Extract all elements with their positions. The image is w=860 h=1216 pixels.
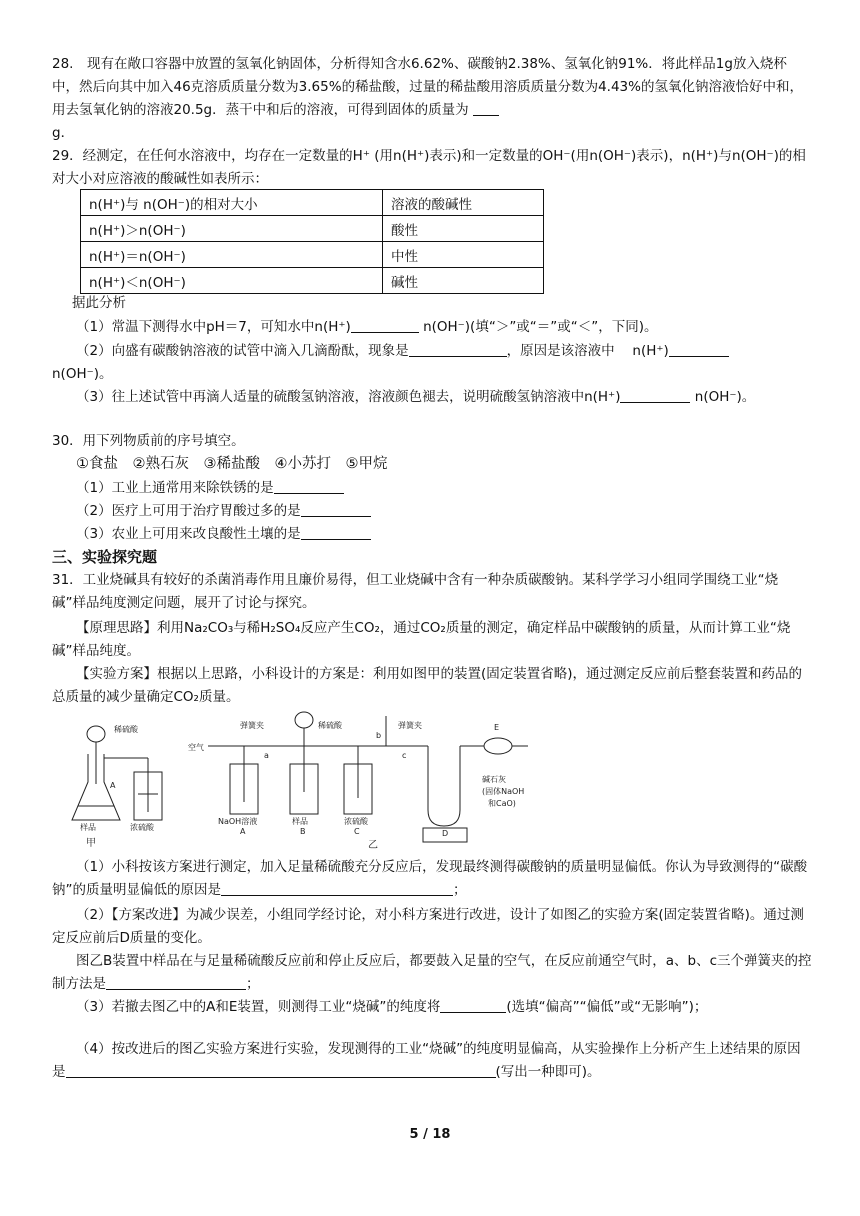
label-conc-acid-2: 浓硫酸: [344, 817, 368, 826]
label-sample-2: 样品: [292, 817, 308, 826]
label-dilute-acid-2: 稀硫酸: [318, 721, 342, 730]
answer-blank[interactable]: [301, 501, 371, 517]
label-b: B: [300, 827, 306, 836]
label-clamp-1: 弹簧夹: [240, 721, 264, 730]
answer-blank[interactable]: [66, 1062, 496, 1078]
table-cell: n(H⁺)＝n(OH⁻): [81, 242, 383, 268]
label-dilute-acid: 稀硫酸: [114, 725, 138, 734]
answer-blank[interactable]: [440, 997, 506, 1013]
answer-blank[interactable]: [620, 387, 690, 403]
table-row: [81, 190, 544, 216]
label-soda-lime-2: (固体NaOH: [482, 787, 525, 796]
answer-blank[interactable]: [351, 317, 419, 333]
label-clamp-b: b: [376, 731, 382, 740]
analysis-label: 据此分析: [72, 295, 126, 311]
section-heading: 三、实验探究题: [52, 548, 158, 566]
table-cell: 碱性: [383, 268, 544, 294]
question-31-intro: 31．工业烧碱具有较好的杀菌消毒作用且廉价易得，但工业烧碱中含有一种杂质碳酸钠。某科学学习小组同学围绕工业“烧碱”样品纯度测定问题，展开了讨论与探究。: [52, 572, 779, 611]
table-cell: n(H⁺)＜n(OH⁻): [81, 268, 383, 294]
q31-sub4: （4）按改进后的图乙实验方案进行实验，发现测得的工业“烧碱”的纯度明显偏高，从实验操作上分析产生上述结果的原因是 (写出一种即可)。: [52, 1041, 801, 1080]
q28-tail: g．: [52, 125, 75, 141]
label-d: D: [442, 829, 449, 838]
q30-sub2: （2）医疗上可用于治疗胃酸过多的是: [52, 500, 812, 523]
q30-sub3: （3）农业上可用来改良酸性土壤的是: [52, 523, 812, 546]
label-yi: 乙: [368, 840, 378, 851]
plan: 【实验方案】根据以上思路，小科设计的方案是：利用如图甲的装置(固定装置省略)，通过测定反应前后整套装置和药品的总质量的减少量确定CO₂质量。: [52, 666, 803, 705]
table-row: [81, 216, 544, 242]
answer-blank[interactable]: [106, 974, 246, 990]
label-clamp-c: c: [402, 751, 407, 760]
label-clamp-a: a: [264, 751, 269, 760]
table-cell: 溶液的酸碱性: [383, 190, 544, 216]
table-row: [81, 242, 544, 268]
answer-blank[interactable]: [473, 100, 499, 116]
apparatus-jia: [72, 726, 162, 820]
q30-sub1: （1）工业上通常用来除铁锈的是: [52, 477, 812, 500]
q31-sub2b: 图乙B装置中样品在与足量稀硫酸反应前和停止反应后，都要鼓入足量的空气，在反应前通空气时，a、b、c三个弹簧夹的控制方法是 ；: [52, 953, 812, 992]
table-cell: 中性: [383, 242, 544, 268]
table-cell: 酸性: [383, 216, 544, 242]
q29-sub3: （3）往上述试管中再滴人适量的硫酸氢钠溶液，溶液颜色褪去，说明硫酸氢钠溶液中n(H⁺) n(OH⁻)。: [76, 389, 756, 405]
label-a-yi: A: [240, 827, 246, 836]
label-jia: 甲: [86, 838, 96, 849]
label-naoh: NaOH溶液: [218, 817, 258, 826]
answer-blank[interactable]: [669, 341, 729, 357]
acidity-table: [80, 189, 544, 294]
answer-blank[interactable]: [409, 341, 507, 357]
q31-sub1: （1）小科按该方案进行测定，加入足量稀硫酸充分反应后，发现最终测得碳酸钠的质量明显偏低。你认为导致测得的“碳酸钠”的质量明显偏低的原因是 ；: [52, 859, 808, 898]
label-soda-lime-3: 和CaO): [488, 799, 516, 808]
q28-text: 28. 现有在敞口容器中放置的氢氧化钠固体，分析得知含水6.62%、碳酸钠2.38%、氢氧化钠91%．将此样品1g放入烧杯中，然后向其中加入46克溶质质量分数为3.65%的稀盐酸，过量的稀盐酸用溶质质量分数为4.43%的氢氧化钠溶液恰好中和，用去氢氧化钠的溶液20.5g．蒸干中和后的溶液，可得到固体的质量为: [52, 56, 803, 118]
answer-blank[interactable]: [221, 880, 453, 896]
table-cell: n(H⁺)＞n(OH⁻): [81, 216, 383, 242]
q29-sub2: （2）向盛有碳酸钠溶液的试管中滴入几滴酚酞，现象是 ，原因是该溶液中 n(H⁺) n(OH⁻)。: [52, 340, 812, 386]
table-cell: n(H⁺)与 n(OH⁻)的相对大小: [81, 190, 383, 216]
apparatus-figure: [68, 702, 588, 852]
answer-blank[interactable]: [301, 524, 371, 540]
question-28: [52, 53, 812, 145]
page-number: 5 / 18: [409, 1127, 451, 1142]
label-soda-lime: 碱石灰: [482, 775, 506, 784]
question-29-intro: 29．经测定，在任何水溶液中，均存在一定数量的H⁺ (用n(H⁺)表示)和一定数量的OH⁻(用n(OH⁻)表示)，n(H⁺)与n(OH⁻)的相对大小对应溶液的酸碱性如表所示：: [52, 148, 806, 187]
label-c: C: [354, 827, 360, 836]
label-conc-acid: 浓硫酸: [130, 823, 154, 832]
label-a: A: [110, 781, 116, 790]
q31-sub2: （2）【方案改进】为减少误差，小组同学经讨论，对小科方案进行改进，设计了如图乙的实验方案(固定装置省略)。通过测定反应前后D质量的变化。: [52, 907, 804, 946]
q31-sub3: （3）若撤去图乙中的A和E装置，则测得工业“烧碱”的纯度将 (选填“偏高”“偏低”或“无影响”)；: [76, 999, 708, 1015]
q29-sub1: （1）常温下测得水中pH＝7，可知水中n(H⁺) n(OH⁻)(填“＞”或“＝”或“＜”，下同)。: [76, 319, 658, 335]
label-sample: 样品: [80, 823, 96, 832]
label-clamp-2: 弹簧夹: [398, 721, 422, 730]
q30-options: ①食盐 ②熟石灰 ③稀盐酸 ④小苏打 ⑤甲烷: [76, 456, 388, 472]
answer-blank[interactable]: [274, 478, 344, 494]
principle: 【原理思路】利用Na₂CO₃与稀H₂SO₄反应产生CO₂，通过CO₂质量的测定，确定样品中碳酸钠的质量，从而计算工业“烧碱”样品纯度。: [52, 620, 791, 659]
question-30-intro: 30．用下列物质前的序号填空。: [52, 433, 245, 449]
label-e: E: [494, 723, 500, 732]
label-air: 空气: [188, 743, 204, 752]
table-row: [81, 268, 544, 294]
